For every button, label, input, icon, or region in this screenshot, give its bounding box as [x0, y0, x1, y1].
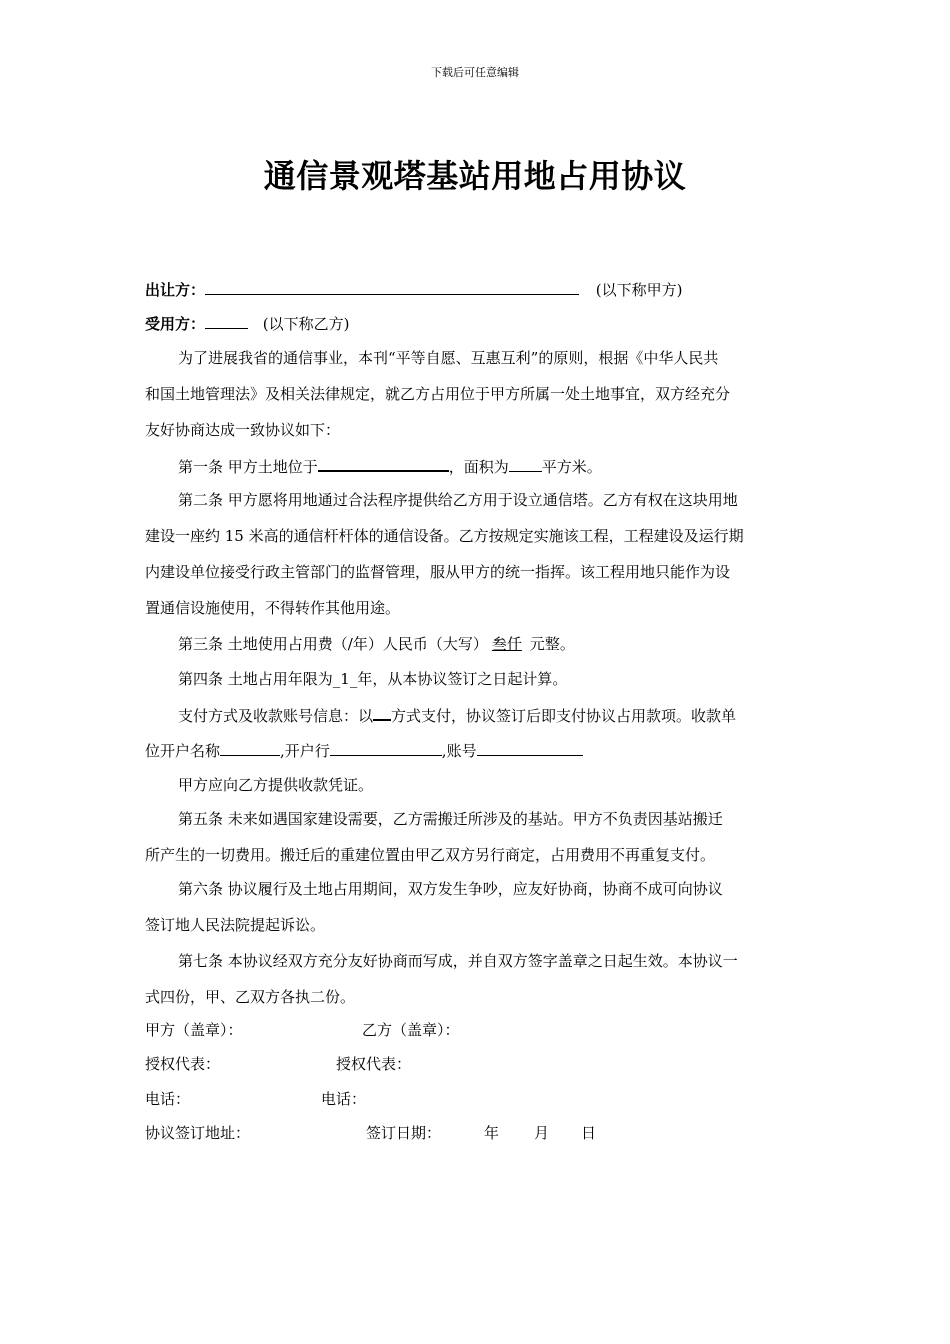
account-no-blank — [477, 740, 583, 756]
payment-line-2 — [145, 740, 810, 761]
bank-blank — [330, 740, 442, 756]
fee-amount: 叁仟 — [491, 635, 522, 653]
preamble-line-1: 为了进展我省的通信事业，本刊“平等自愿、互惠互利”的原则，根据《中华人民共 — [178, 349, 719, 367]
article-2-line-4: 置通信设施使用，不得转作其他用途。 — [145, 599, 401, 617]
sign-date-label: 签订日期： — [366, 1124, 442, 1142]
header-note: 下载后可任意编辑 — [431, 66, 519, 79]
preamble-line-3: 友好协商达成一致协议如下： — [145, 421, 341, 439]
party-b-blank — [205, 313, 248, 329]
account-name-label: 位开户名称 — [145, 742, 221, 760]
article-3-suffix: 元整。 — [529, 635, 575, 653]
party-b-line — [145, 313, 810, 334]
article-4 — [145, 669, 810, 689]
receipt-note: 甲方应向乙方提供收款凭证。 — [178, 776, 374, 794]
party-a-line — [145, 279, 810, 300]
bank-label: ,开户行 — [280, 742, 330, 760]
preamble-line-2: 和国土地管理法》及相关法律规定，就乙方占用位于甲方所属一处土地事宜，双方经充分 — [145, 385, 731, 403]
article-3 — [145, 634, 810, 654]
party-b-seal: 乙方（盖章）： — [362, 1021, 460, 1039]
article-1-suffix: 平方米。 — [541, 458, 602, 476]
land-location-blank — [318, 455, 449, 472]
party-a-suffix: (以下称甲方) — [595, 281, 683, 299]
article-3-prefix: 第三条 土地使用占用费（/年）人民币（大写） — [178, 635, 488, 653]
party-b-suffix: (以下称乙方) — [262, 315, 350, 333]
article-2-line-3: 内建设单位接受行政主管部门的监督管理，服从甲方的统一指挥。该工程用地只能作为设 — [145, 563, 731, 581]
payment-line-1 — [145, 704, 810, 726]
term-years: 1 — [340, 670, 350, 688]
article-2-line-2: 建设一座约 15 米高的通信杆杆体的通信设备。乙方按规定实施该工程，工程建设及运行期 — [145, 527, 744, 545]
article-5-line-2: 所产生的一切费用。搬迁后的重建位置由甲乙双方另行商定，占用费用不再重复支付。 — [145, 846, 716, 864]
article-4-prefix: 第四条 土地占用年限为_ — [178, 670, 341, 688]
party-b-label: 受用方： — [145, 315, 206, 333]
sign-place-label: 协议签订地址： — [145, 1124, 251, 1142]
article-1-prefix: 第一条 甲方土地位于 — [178, 458, 318, 476]
article-6-line-2: 签订地人民法院提起诉讼。 — [145, 916, 326, 934]
article-6-line-1: 第六条 协议履行及土地占用期间，双方发生争吵，应友好协商，协商不成可向协议 — [178, 880, 723, 898]
phone-b-label: 电话： — [321, 1090, 367, 1108]
article-1-middle: ，面积为 — [448, 458, 509, 476]
rep-a-label: 授权代表： — [145, 1055, 221, 1073]
article-1 — [145, 455, 810, 477]
date-month: 月 — [534, 1124, 550, 1142]
article-4-suffix: _年，从本协议签订之日起计算。 — [349, 670, 568, 688]
article-7-line-1: 第七条 本协议经双方充分友好协商而写成，并自双方签字盖章之日起生效。本协议一 — [178, 952, 738, 970]
payment-method-blank — [373, 704, 391, 721]
payment-suffix: 方式支付，协议签订后即支付协议占用款项。收款单 — [391, 707, 737, 725]
account-name-blank — [220, 740, 280, 756]
party-a-label: 出让方： — [145, 281, 206, 299]
article-5-line-1: 第五条 未来如遇国家建设需要，乙方需搬迁所涉及的基站。甲方不负责因基站搬迁 — [178, 810, 723, 828]
article-7-line-2: 式四份，甲、乙双方各执二份。 — [145, 988, 356, 1006]
article-2-line-1: 第二条 甲方愿将用地通过合法程序提供给乙方用于设立通信塔。乙方有权在这块用地 — [178, 491, 738, 509]
party-a-seal: 甲方（盖章）： — [145, 1021, 243, 1039]
rep-b-label: 授权代表： — [336, 1055, 412, 1073]
area-blank — [509, 456, 542, 472]
phone-a-label: 电话： — [145, 1090, 191, 1108]
date-day: 日 — [581, 1124, 597, 1142]
party-a-blank — [205, 279, 579, 295]
account-no-label: ,账号 — [441, 742, 477, 760]
document-title: 通信景观塔基站用地占用协议 — [263, 157, 687, 195]
date-year: 年 — [484, 1124, 500, 1142]
payment-prefix: 支付方式及收款账号信息：以 — [178, 707, 374, 725]
